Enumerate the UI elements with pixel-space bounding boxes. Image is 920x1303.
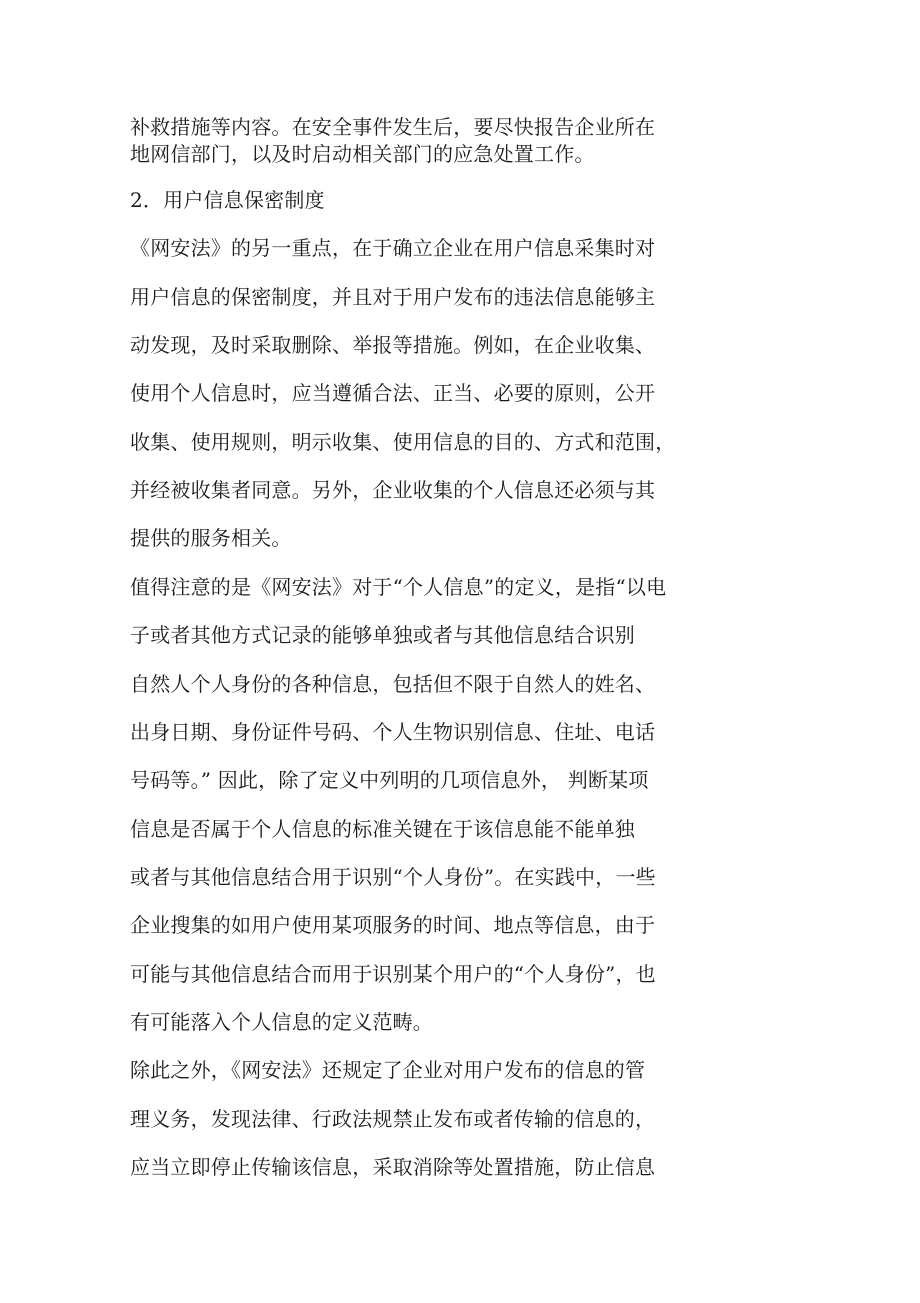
paragraph-line: 出身日期、身份证件号码、个人生物识别信息、住址、电话 <box>130 720 656 744</box>
intro-line: 地网信部门，以及时启动相关部门的应急处置工作。 <box>130 142 595 166</box>
paragraph-line: 子或者其他方式记录的能够单独或者与其他信息结合识别 <box>130 623 635 647</box>
paragraph-line: 应当立即停止传输该信息，采取消除等处置措施，防止信息 <box>130 1155 656 1179</box>
paragraph-line: 用户信息的保密制度，并且对于用户发布的违法信息能够主 <box>130 285 656 309</box>
paragraph-line: 号码等。” 因此，除了定义中列明的几项信息外， 判断某项 <box>130 768 649 792</box>
paragraph-line: 除此之外，《网安法》还规定了企业对用户发布的信息的管 <box>130 1058 646 1082</box>
paragraph-line: 使用个人信息时，应当遵循合法、正当、必要的原则，公开 <box>130 381 656 405</box>
paragraph-line: 信息是否属于个人信息的标准关键在于该信息能不能单独 <box>130 817 635 841</box>
section-heading: 2．用户信息保密制度 <box>130 188 325 212</box>
paragraph-line: 并经被收集者同意。另外，企业收集的个人信息还必须与其 <box>130 478 656 502</box>
paragraph-line: 动发现，及时采取删除、举报等措施。例如，在企业收集、 <box>130 333 656 357</box>
paragraph-line: 值得注意的是《网安法》对于“个人信息”的定义，是指“以电 <box>130 575 667 599</box>
paragraph-line: 理义务，发现法律、行政法规禁止发布或者传输的信息的， <box>130 1107 656 1131</box>
paragraph-line: 有可能落入个人信息的定义范畴。 <box>130 1010 433 1034</box>
paragraph-line: 可能与其他信息结合而用于识别某个用户的“个人身份”，也 <box>130 962 656 986</box>
paragraph-line: 或者与其他信息结合用于识别“个人身份”。在实践中，一些 <box>130 865 656 889</box>
paragraph-line: 企业搜集的如用户使用某项服务的时间、地点等信息，由于 <box>130 913 656 937</box>
paragraph-line: 《网安法》的另一重点，在于确立企业在用户信息采集时对 <box>130 236 656 260</box>
paragraph-line: 收集、使用规则，明示收集、使用信息的目的、方式和范围， <box>130 430 676 454</box>
paragraph-line: 自然人个人身份的各种信息，包括但不限于自然人的姓名、 <box>130 672 656 696</box>
paragraph-line: 提供的服务相关。 <box>130 526 292 550</box>
intro-line: 补救措施等内容。在安全事件发生后，要尽快报告企业所在 <box>130 115 656 139</box>
